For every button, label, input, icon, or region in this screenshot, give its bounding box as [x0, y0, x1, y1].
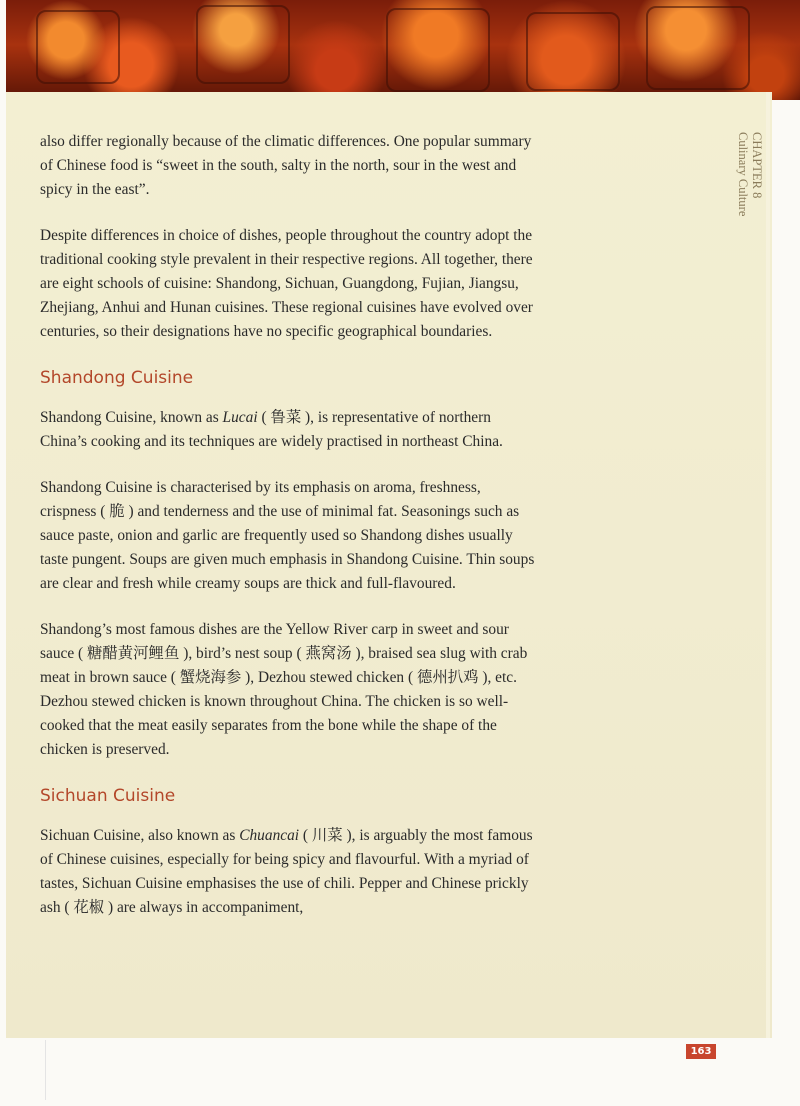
shandong-dishes-paragraph: Shandong’s most famous dishes are the Yellow River carp in sweet and sour sauce ( 糖醋黄河鲤鱼 ), bird’s nest soup ( 燕窝汤 ), braised sea slug with crab meat in brown sauce ( 蟹烧海参 ), Dezhou stewed chicken ( 德州扒鸡 ), etc. Dezhou stewed chicken is known throughout China. The chicken is so well-cooked that the meat easily separates from the bone while the shape of the chicken is preserved. — [40, 621, 528, 758]
shandong-characteristics-paragraph: Shandong Cuisine is characterised by its emphasis on aroma, freshness, crispness ( 脆 ) and tenderness and the use of minimal fat. Seasonings such as sauce paste, onion and garlic are frequently used so Shandong dishes usually taste pungent. Soups are given much emphasis in Shandong Cuisine. Thin soups are clear and fresh while creamy soups are thick and full-flavoured. — [40, 479, 535, 592]
article-body — [40, 130, 540, 942]
lantern-shape — [196, 5, 290, 84]
intro-paragraph: also differ regionally because of the climatic differences. One popular summary of Chinese food is “sweet in the south, salty in the north, sour in the west and spicy in the east”. — [40, 133, 532, 198]
chapter-sidebar — [734, 132, 764, 242]
schools-paragraph: Despite differences in choice of dishes, people throughout the country adopt the traditional cooking style prevalent in their respective regions. All together, there are eight schools of cuisine: Shandong, Sichuan, Guangdong, Fujian, Jiangsu, Zhejiang, Anhui and Hunan cuisines. These regional cuisines have evolved over centuries, so their designations have no specific geographical boundaries. — [40, 227, 533, 340]
lantern-shape — [36, 10, 120, 84]
chapter-label: CHAPTER 8 — [750, 132, 764, 199]
chuancai-term: Chuancai — [239, 827, 300, 844]
shandong-heading: Shandong Cuisine — [40, 368, 194, 388]
section-label: Culinary Culture — [736, 132, 750, 217]
lantern-banner-image — [6, 0, 800, 100]
page-number-badge: 163 — [686, 1044, 716, 1059]
lucai-term: Lucai — [222, 409, 258, 426]
text-run: ( 川菜 ), is arguably the most famous of Chinese cuisines, especially for being spicy and flavourful. With a myriad of tastes, Sichuan Cuisine emphasises the use of chili. Pepper and Chinese prickly ash ( 花椒 ) are always in accompaniment, — [40, 827, 533, 916]
text-run: Sichuan Cuisine, also known as — [40, 827, 240, 844]
lantern-shape — [526, 12, 620, 91]
lantern-shape — [646, 6, 750, 90]
shandong-intro-paragraph — [40, 406, 540, 454]
sichuan-intro-paragraph — [40, 824, 540, 920]
sichuan-heading: Sichuan Cuisine — [40, 786, 176, 806]
margin-rule — [45, 1040, 46, 1100]
text-run: Shandong Cuisine, known as — [40, 409, 223, 426]
lantern-shape — [386, 8, 490, 92]
text-run: ( 鲁菜 ), is representative of northern China’s cooking and its techniques are widely practised in northeast China. — [40, 409, 503, 450]
